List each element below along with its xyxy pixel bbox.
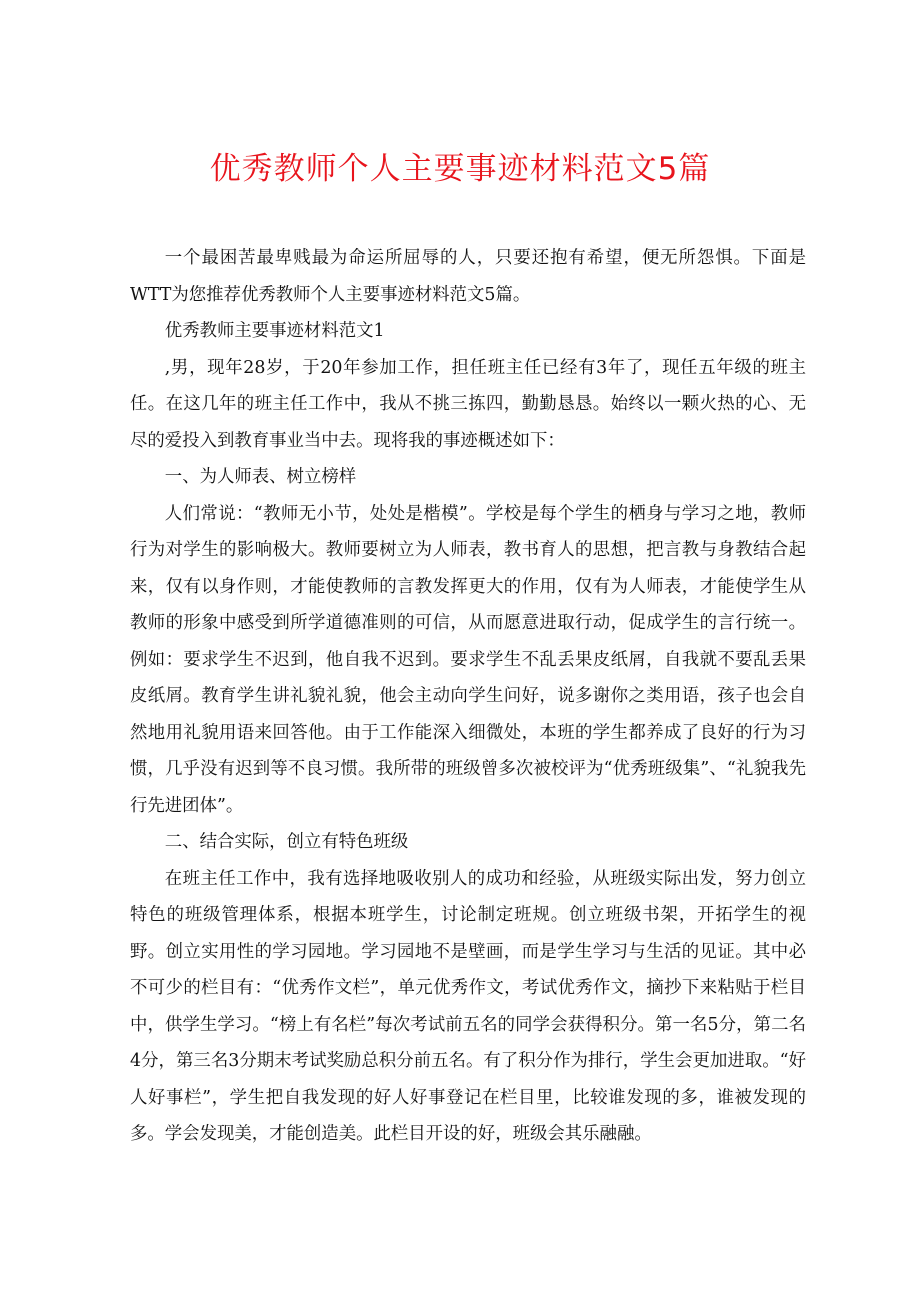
document-title: 优秀教师个人主要事迹材料范文5篇 [209, 151, 711, 187]
intro-paragraph: 一个最困苦最卑贱最为命运所屈辱的人，只要还抱有希望，便无所怨惧。下面是WTT为您推荐优秀教师个人主要事迹材料范文5篇。 [130, 248, 806, 305]
section-heading: 一、为人师表、树立榜样 [164, 467, 357, 487]
body-paragraph: 在班主任工作中，我有选择地吸收别人的成功和经验，从班级实际出发，努力创立特色的班级管理体系，根据本班学生，讨论制定班规。创立班级书架，开拓学生的视野。创立实用性的学习园地。学习园地不是壁画，而是学生学习与生活的见证。其中必不可少的栏目有：“优秀作文栏”，单元优秀作文，考试优秀作文，摘抄下来粘贴于栏目中，供学生学习。“榜上有名栏”每次考试前五名的同学会获得积分。第一名5分，第二名4分，第三名3分期末考试奖励总积分前五名。有了积分作为排行，学生会更加进取。“好人好事栏”，学生把自我发现的好人好事登记在栏目里，比较谁发现的多，谁被发现的多。学会发现美，才能创造美。此栏目开设的好，班级会其乐融融。 [130, 868, 806, 1144]
body-paragraph: ,男，现年28岁，于20年参加工作，担任班主任已经有3年了，现任五年级的班主任。在这几年的班主任工作中，我从不挑三拣四，勤勤恳恳。始终以一颗火热的心、无尽的爱投入到教育事业当中去。现将我的事迹概述如下： [130, 357, 806, 451]
section-heading: 二、结合实际，创立有特色班级 [164, 832, 409, 852]
document-body [130, 240, 806, 1153]
body-paragraph: 人们常说：“教师无小节，处处是楷模”。学校是每个学生的栖身与学习之地，教师行为对学生的影响极大。教师要树立为人师表，教书育人的思想，把言教与身教结合起来，仅有以身作则，才能使教师的言教发挥更大的作用，仅有为人师表，才能使学生从教师的形象中感受到所学道德准则的可信，从而愿意进取行动，促成学生的言行统一。例如：要求学生不迟到，他自我不迟到。要求学生不乱丢果皮纸屑，自我就不要乱丢果皮纸屑。教育学生讲礼貌礼貌，他会主动向学生问好，说多谢你之类用语，孩子也会自然地用礼貌用语来回答他。由于工作能深入细微处，本班的学生都养成了良好的行为习惯，几乎没有迟到等不良习惯。我所带的班级曾多次被校评为“优秀班级集”、“礼貌我先行先进团体”。 [130, 503, 806, 816]
section-heading: 优秀教师主要事迹材料范文1 [164, 321, 385, 341]
